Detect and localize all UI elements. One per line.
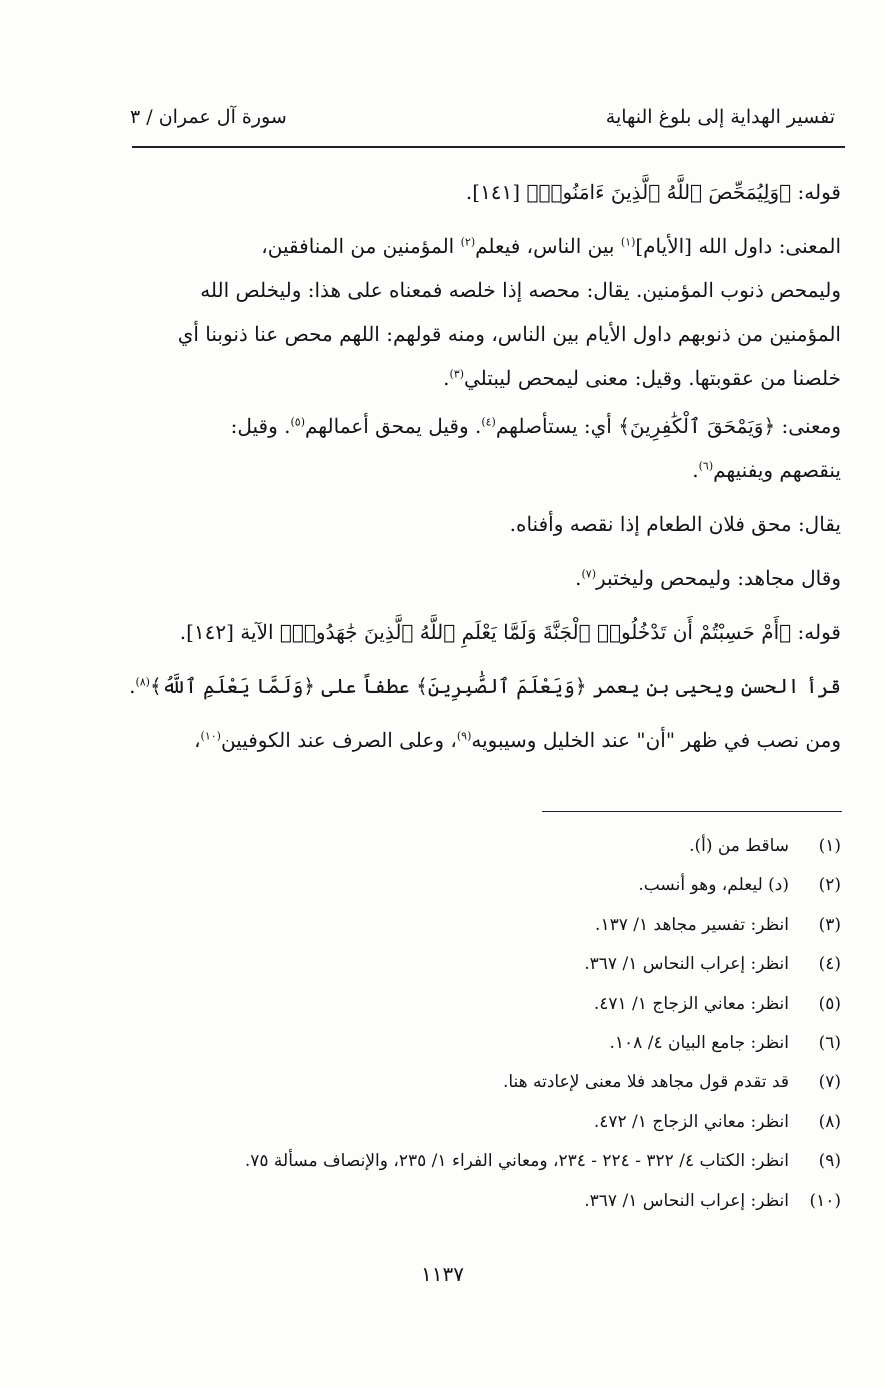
- header-divider: [132, 146, 845, 148]
- quran-verse: ﴿وَيَعْلَمَ ٱلصَّٰبِرِينَ﴾: [416, 674, 587, 698]
- footnote-item: [140, 1142, 841, 1181]
- quran-verse: ﴿وَلَمَّا يَعْلَمِ ٱللَّهُ﴾: [149, 674, 316, 698]
- footnote-ref[interactable]: (٩): [456, 729, 472, 743]
- footnote-number: (٧): [818, 1072, 841, 1093]
- footnote-number: (٢): [818, 875, 841, 896]
- main-text: [129, 170, 841, 762]
- footnote-number: (١٠): [809, 1190, 841, 1211]
- footnote-item: [140, 1103, 841, 1142]
- footnote-text: ساقط من (أ).: [689, 836, 789, 856]
- footnote-number: (٩): [818, 1151, 841, 1172]
- footnote-text: انظر: الكتاب ٤/ ٣٢٢ - ٢٢٤ - ٢٣٤، ومعاني الفراء ١/ ٢٣٥، والإنصاف مسألة ٧٥.: [244, 1151, 789, 1172]
- footnote-text: انظر: معاني الزجاج ١/ ٤٧١.: [593, 993, 789, 1014]
- paragraph-yuqal: يقال: محق فلان الطعام إذا نقصه وأفناه.: [509, 512, 841, 536]
- footnotes: [140, 827, 841, 1221]
- footnote-item: [140, 1024, 841, 1063]
- footnote-text: انظر: جامع البيان ٤/ ١٠٨.: [609, 1032, 789, 1053]
- footnote-number: (٤): [818, 954, 841, 975]
- footnote-text: قد تقدم قول مجاهد فلا معنى لإعادته هنا.: [502, 1072, 789, 1093]
- footnote-ref[interactable]: (٣): [449, 367, 464, 381]
- footnote-text: انظر: معاني الزجاج ١/ ٤٧٢.: [593, 1111, 789, 1132]
- footnote-item: [140, 827, 841, 866]
- quran-verse: ﴿أَمْ حَسِبْتُمْ أَن تَدْخُلُوا۟ ٱلْجَنَّةَ وَلَمَّا يَعْلَمِ ٱللَّهُ ٱلَّذِينَ جَٰهَدُوا۟﴾: [279, 620, 792, 644]
- paragraph-meaning-line-3: المؤمنين من ذنوبهم داول الأيام بين الناس، ومنه قولهم: اللهم محص عنا ذنوبنا أي: [177, 322, 841, 346]
- paragraph-yamhaq-line-1: ومعنى: ﴿وَيَمْحَقَ ٱلْكَٰفِرِينَ﴾ أي: يستأصلهم$^{(٤)}$. وقيل يمحق أعمالهم$^{(٥)}$. وقيل:: [230, 414, 841, 438]
- quran-verse: ﴿وَلِيُمَحِّصَ ٱللَّهُ ٱلَّذِينَ ءَامَنُوا۟﴾: [526, 180, 792, 204]
- book-title: تفسير الهداية إلى بلوغ النهاية: [605, 106, 835, 128]
- footnote-item: [140, 1182, 841, 1221]
- footnote-item: [140, 945, 841, 984]
- footnote-item: [140, 985, 841, 1024]
- footnote-ref[interactable]: (٤): [481, 415, 496, 429]
- paragraph-verse-141: قوله: ﴿وَلِيُمَحِّصَ ٱللَّهُ ٱلَّذِينَ ءَامَنُوا۟﴾ [١٤١].: [465, 180, 841, 204]
- footnote-ref[interactable]: (١): [620, 235, 636, 249]
- page-number: ١١٣٧: [421, 1262, 464, 1286]
- footnote-ref[interactable]: (٨): [135, 675, 150, 689]
- footnote-item: [140, 866, 841, 905]
- quran-verse: ﴿وَيَمْحَقَ ٱلْكَٰفِرِينَ﴾: [618, 414, 776, 438]
- footnote-ref[interactable]: (٢): [460, 235, 476, 249]
- running-header: [130, 106, 835, 142]
- paragraph-meaning-line-1: المعنى: داول الله [الأيام]$^{(١)}$ بين الناس، فيعلم$^{(٢)}$ المؤمنين من المنافقين،: [261, 234, 841, 258]
- paragraph-nasb: ومن نصب في ظهر "أن" عند الخليل وسيبويه$^{(٩)}$، وعلى الصرف عند الكوفيين$^{(١٠)}$،: [194, 728, 841, 752]
- footnote-text: انظر: إعراب النحاس ١/ ٣٦٧.: [584, 1190, 789, 1211]
- footnote-text: (د) ليعلم، وهو أنسب.: [638, 875, 789, 896]
- footnote-ref[interactable]: (٧): [581, 567, 597, 581]
- footnote-ref[interactable]: (٥): [290, 415, 305, 429]
- footnote-ref[interactable]: (٦): [698, 459, 714, 473]
- paragraph-mujahid: وقال مجاهد: وليمحص وليختبر$^{(٧)}$.: [575, 566, 841, 590]
- footnote-number: (١): [818, 836, 841, 856]
- footnote-divider: [542, 811, 842, 812]
- footnote-number: (٨): [818, 1111, 841, 1132]
- paragraph-yamhaq-line-2: ينقصهم ويفنيهم$^{(٦)}$.: [692, 458, 841, 482]
- footnote-number: (٦): [818, 1032, 841, 1053]
- footnote-number: (٣): [818, 914, 841, 935]
- footnote-text: انظر: تفسير مجاهد ١/ ١٣٧.: [595, 914, 789, 935]
- footnote-item: [140, 906, 841, 945]
- footnote-ref[interactable]: (١٠): [200, 729, 221, 743]
- paragraph-meaning-line-2: وليمحص ذنوب المؤمنين. يقال: محصه إذا خلصه فمعناه على هذا: وليخلص الله: [200, 278, 841, 302]
- paragraph-meaning-line-4: خلصنا من عقوبتها. وقيل: معنى ليمحص ليبتلي$^{(٣)}$.: [443, 366, 841, 390]
- footnote-number: (٥): [818, 993, 841, 1014]
- footnote-item: [140, 1063, 841, 1102]
- footnote-text: انظر: إعراب النحاس ١/ ٣٦٧.: [584, 954, 789, 975]
- paragraph-qiraa: قرأ الحسن ويحيى بن يعمر ﴿وَيَعْلَمَ ٱلصَّٰبِرِينَ﴾ عطفاً على ﴿وَلَمَّا يَعْلَمِ ٱللَّهُ﴾$^{(٨)}$.: [129, 674, 841, 698]
- paragraph-verse-142: قوله: ﴿أَمْ حَسِبْتُمْ أَن تَدْخُلُوا۟ ٱلْجَنَّةَ وَلَمَّا يَعْلَمِ ٱللَّهُ ٱلَّذِينَ جَٰهَدُوا۟﴾ الآية [١٤٢].: [179, 620, 841, 644]
- surah-indicator: سورة آل عمران / ٣: [130, 106, 287, 128]
